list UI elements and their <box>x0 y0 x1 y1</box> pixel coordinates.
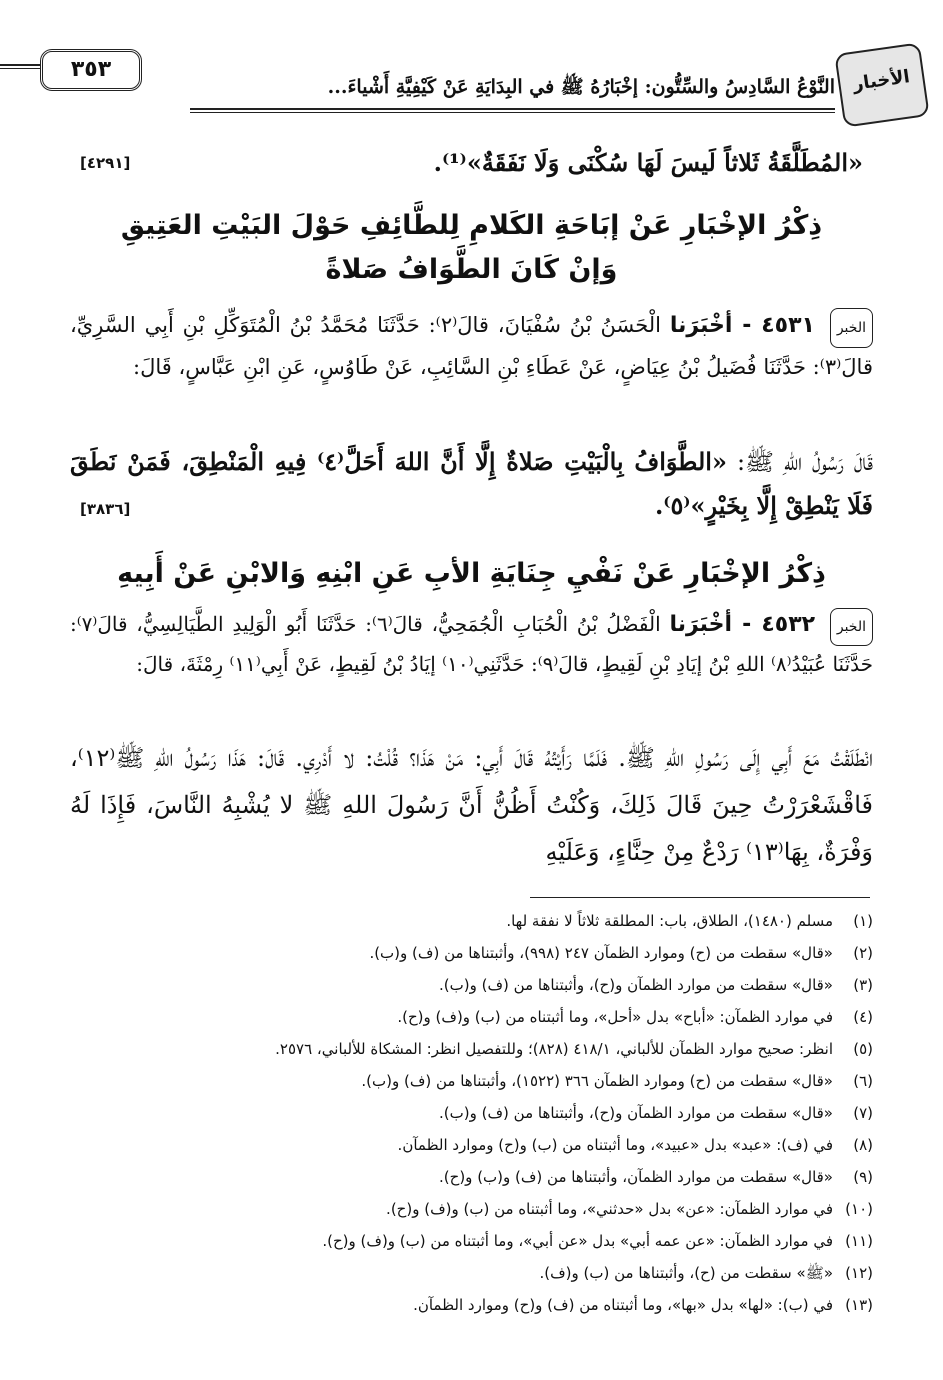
header-rule <box>190 108 835 110</box>
footnote-2: (٢)«قال» سقطت من (ح) وموارد الظمآن ٢٤٧ (٩٩٨)، وأثبتناها من (ف) و(ب). <box>369 944 873 962</box>
isnad-text: الْفَضْلُ بْنُ الْحُبَابِ الْجُمَحِيُّ، قالَ⁽٦⁾: حَدَّثَنَا أَبُو الْوَلِيدِ الطَّيَالِسِيُّ، قالَ⁽٧⁾: حَدَّثَنَا عُبَيْدُ⁽٨⁾ اللهِ بْنُ إيَادِ بْنِ لَقِيطٍ، قالَ⁽٩⁾: حَدَّثَنِي⁽١٠⁾ إيَادُ بْنُ لَقِيطٍ، عَنْ أَبِي⁽١١⁾ رِمْثَةَ، قالَ: <box>70 612 873 676</box>
page-number-rule-thin <box>0 68 40 69</box>
running-header <box>70 40 925 125</box>
hadith-tail-text: «المُطَلَّقَةُ ثَلاثاً لَيسَ لَهَا سُكْنَى وَلَا نَفَقَةٌ»⁽¹⁾. <box>433 148 863 177</box>
puzzle-badge-icon <box>834 42 929 127</box>
footnote-9: (٩)«قال» سقطت من موارد الظمآن، وأثبتناها من (ف) و(ب) و(ح). <box>439 1168 873 1186</box>
header-title: النَّوْعُ السَّادِسُ والسِّتُّون: إخْبَارُهُ ﷺ في البِدَايَةِ عَنْ كَيْفِيَّةِ أَشْياءَ... <box>327 76 835 98</box>
footnote-4: (٤)في موارد الظمآن: «أباح» بدل «أحل»، وما أثبتناه من (ب) و(ف) و(ح). <box>397 1008 873 1026</box>
matn-intro: قَالَ رَسُولُ اللهِ ﷺ: <box>736 448 873 476</box>
footnote-5: (٥)انظر: صحيح موارد الظمآن للألباني، ٤١٨/١ (٨٢٨)؛ وللتفصيل انظر: المشكاة للألباني، ٢٥٧٦. <box>275 1040 873 1058</box>
page-number-rule <box>0 64 40 66</box>
isnad-text: الْحَسَنُ بْنُ سُفْيَانَ، قالَ⁽٢⁾: حَدَّثَنَا مُحَمَّدُ بْنُ الْمُتَوَكِّلِ بْنِ أَبِي السَّرِيِّ، قالَ⁽٣⁾: حَدَّثَنَا فُضَيلُ بْنُ عِيَاضٍ، عَنْ عَطَاءِ بْنِ السَّائِبِ، عَنْ طَاوُسٍ، عَنِ ابْنِ عَبَّاسٍ، قَالَ: <box>70 313 873 379</box>
footnote-7: (٧)«قال» سقطت من موارد الظمآن و(ح)، وأثبتناها من (ف) و(ب). <box>439 1104 873 1122</box>
footnote-8: (٨)في (ف): «عبد» بدل «عبيد»، وما أثبتناه من (ب) و(ح) وموارد الظمآن. <box>397 1136 873 1154</box>
footnote-11: (١١)في موارد الظمآن: «عن عمه أبي» بدل «عن أبي»، وما أثبتناه من (ب) و(ف) و(ح). <box>322 1232 873 1250</box>
footnote-separator <box>530 897 870 898</box>
hadith-number: ٤٥٣١ - أخْبَرَنا <box>669 313 815 338</box>
footnote-6: (٦)«قال» سقطت من (ح) وموارد الظمآن ٣٦٦ (١٥٢٢)، وأثبتناها من (ف) و(ب). <box>361 1072 873 1090</box>
hadith-badge-icon: الخبر <box>830 608 873 646</box>
matn-text: «الطَّوَافُ بِالْبَيْتِ صَلاةٌ إِلَّا أَنَّ اللهَ أَحَلَّ⁽٤⁾ فِيهِ الْمَنْطِقَ، فَمَنْ نَطَقَ فَلَا يَنْطِقْ إِلَّا بِخَيْرٍ»⁽٥⁾. <box>70 447 873 520</box>
hadith-4531-matn <box>70 440 873 528</box>
header-badge-label: الأخبار <box>851 66 912 95</box>
footnote-3: (٣)«قال» سقطت من موارد الظمآن و(ح)، وأثبتناها من (ف) و(ب). <box>439 976 873 994</box>
section-heading-1-line-1: ذِكْرُ الإخْبَارِ عَنْ إبَاحَةِ الكَلامِ لِلطَّائِفِ حَوْلَ البَيْتِ العَتِيقِ <box>120 210 823 241</box>
hadith-number: ٤٥٣٢ - أخْبَرَنا <box>669 612 816 637</box>
hadith-4532-isnad <box>70 606 873 682</box>
section-heading-2: ذِكْرُ الإخْبَارِ عَنْ نَفْيِ جِنَايَةِ الأبِ عَنِ ابْنِهِ وَالابْنِ عَنْ أَبِيهِ <box>117 558 826 589</box>
footnote-10: (١٠)في موارد الظمآن: «عن» بدل «حدثني»، وما أثبتناه من (ب) و(ف) و(ح). <box>386 1200 873 1218</box>
hadith-4531-isnad <box>70 306 873 386</box>
footnote-13: (١٣)في (ب): «لها» بدل «بها»، وما أثبتناه من (ف) و(ح) وموارد الظمآن. <box>413 1296 873 1314</box>
page-number: ٣٥٣ <box>40 49 142 91</box>
section-heading-1-line-2: وَإنْ كَانَ الطَّوَافُ صَلاةً <box>325 254 618 285</box>
hadith-4531-reference: [٣٨٣٦] <box>80 500 131 518</box>
header-rule-thin <box>190 112 835 113</box>
hadith-tail-reference: [٤٢٩١] <box>80 154 131 172</box>
hadith-4532-matn: انْطَلَقْتُ مَعَ أَبِي إِلَى رَسُولِ اللهِ ﷺ. فَلَمَّا رَأَيْتُهُ قَالَ أَبِي: مَنْ هَذَا؟ قُلْتُ: لا أَدْرِي. قَالَ: هَذَا رَسُولُ اللهِ ﷺ⁽١٢⁾، فَاقْشَعْرَرْتُ حِينَ قَالَ ذَلِكَ، وَكُنْتُ أَظُنُّ أَنَّ رَسُولَ اللهِ ﷺ لا يُشْبِهُ النَّاسَ، فَإِذَا لَهُ وَفْرَةٌ، بِهَا⁽١٣⁾ رَدْعٌ مِنْ حِنَّاءٍ، وَعَلَيْهِ <box>70 744 873 866</box>
footnote-1: (١)مسلم (١٤٨٠)، الطلاق، باب: المطلقة ثلاثاً لا نفقة لها. <box>506 912 873 930</box>
footnote-12: (١٢)«ﷺ» سقطت من (ح)، وأثبتناها من (ب) و(ف). <box>539 1264 873 1282</box>
hadith-badge-icon: الخبر <box>830 308 873 348</box>
